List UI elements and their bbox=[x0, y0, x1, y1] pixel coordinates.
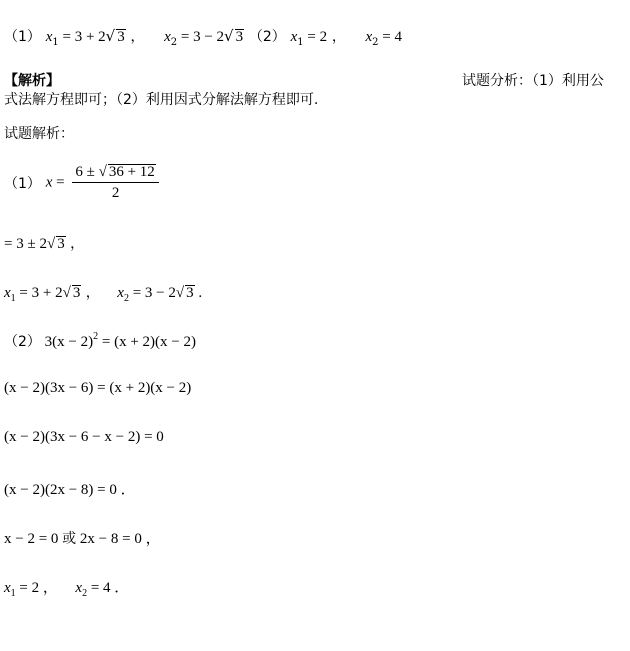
radical-sign: √ bbox=[224, 27, 234, 45]
equals: = bbox=[52, 174, 69, 191]
step8-a: x − 2 = 0 bbox=[4, 531, 63, 547]
radical-sign: √ bbox=[62, 285, 71, 301]
comma: ， bbox=[81, 285, 100, 301]
step-2 bbox=[4, 233, 84, 253]
period: . bbox=[194, 285, 203, 301]
numerator-pre: 6 ± bbox=[75, 164, 99, 180]
analysis-text: 式法解方程即可；（2）利用因式分解法解方程即可. bbox=[4, 92, 319, 108]
step-7 bbox=[4, 478, 136, 499]
part1-marker: （1） bbox=[4, 176, 41, 192]
step5-expr: (x − 2)(3x − 6) = (x + 2)(x − 2) bbox=[4, 380, 192, 396]
step2-radicand: 3 bbox=[57, 236, 65, 252]
expr-x1: = 3 + 2 bbox=[15, 285, 63, 301]
analysis-heading bbox=[4, 70, 60, 90]
radicand-1: 3 bbox=[117, 29, 125, 45]
var-x1b: x bbox=[290, 29, 298, 45]
step-8 bbox=[4, 527, 161, 548]
var-x1: x bbox=[4, 285, 11, 301]
expr-x1: = 3 + 2 bbox=[58, 29, 106, 45]
expr-x2: = 3 − 2 bbox=[128, 285, 176, 301]
denominator: 2 bbox=[111, 185, 120, 201]
sub-2: 2 bbox=[123, 293, 129, 304]
part2-marker: （2） bbox=[248, 29, 286, 45]
radicand-2: 3 bbox=[235, 29, 244, 45]
radicand: 36 + 12 bbox=[108, 164, 155, 180]
step-4 bbox=[4, 331, 196, 351]
sub-2: 2 bbox=[170, 37, 178, 48]
step-9 bbox=[4, 576, 129, 599]
sub-2b: 2 bbox=[372, 37, 379, 48]
part2-marker: （2） bbox=[4, 334, 41, 350]
step2-pre: = 3 ± 2 bbox=[4, 236, 47, 252]
step8-b: 2x − 8 = 0 ， bbox=[76, 531, 161, 547]
step-3 bbox=[4, 282, 202, 304]
solution-label-text: 试题解析： bbox=[4, 126, 74, 142]
expr-x1b: = 2 bbox=[303, 29, 328, 45]
analysis-right bbox=[462, 70, 604, 90]
sub-2: 2 bbox=[82, 588, 88, 599]
exponent-2: 2 bbox=[93, 331, 99, 342]
var-x2: x bbox=[75, 580, 83, 596]
var-x2: x bbox=[164, 29, 171, 45]
radical-sign: √ bbox=[175, 285, 185, 301]
radicand-2: 3 bbox=[186, 285, 194, 301]
var-x1: x bbox=[4, 580, 11, 596]
expr-x2b: = 4 bbox=[378, 29, 402, 45]
answer-line bbox=[4, 26, 402, 48]
or-word: 或 bbox=[62, 531, 77, 547]
sub-1: 1 bbox=[52, 37, 59, 48]
part1-marker: （1） bbox=[4, 29, 41, 45]
quadratic-formula-fraction bbox=[72, 164, 158, 202]
sub-1: 1 bbox=[10, 588, 16, 599]
expr-x2: = 4 ． bbox=[87, 580, 130, 596]
step4-lhs: 3(x − 2) bbox=[44, 334, 94, 350]
var-x: x bbox=[45, 174, 53, 191]
solution-label bbox=[4, 123, 74, 143]
radical-sign: √ bbox=[105, 27, 116, 45]
radicand-1: 3 bbox=[72, 285, 81, 301]
step-6 bbox=[4, 429, 164, 446]
step7-expr: (x − 2)(2x − 8) = 0 ． bbox=[4, 482, 136, 498]
comma: ， bbox=[331, 29, 346, 45]
analysis-label: 【解析】 bbox=[4, 73, 60, 89]
sub-1b: 1 bbox=[297, 37, 304, 48]
numerator bbox=[72, 164, 158, 183]
step-1 bbox=[4, 164, 159, 202]
sub-1: 1 bbox=[10, 293, 16, 304]
var-x1: x bbox=[45, 29, 53, 45]
expr-x2: = 3 − 2 bbox=[177, 29, 225, 45]
step6-expr: (x − 2)(3x − 6 − x − 2) = 0 bbox=[4, 429, 164, 445]
radical-sign: √ bbox=[98, 164, 107, 180]
expr-x1: = 2 ， bbox=[15, 580, 58, 596]
radical-sign: √ bbox=[46, 236, 56, 252]
analysis-intro: 试题分析：（1）利用公 bbox=[462, 73, 604, 89]
var-x2: x bbox=[117, 285, 124, 301]
var-x2b: x bbox=[365, 29, 373, 45]
step2-post: ， bbox=[65, 236, 85, 252]
step4-rhs: = (x + 2)(x − 2) bbox=[98, 334, 196, 350]
comma: ， bbox=[130, 29, 145, 45]
analysis-cont bbox=[4, 89, 318, 109]
step-5 bbox=[4, 380, 191, 397]
